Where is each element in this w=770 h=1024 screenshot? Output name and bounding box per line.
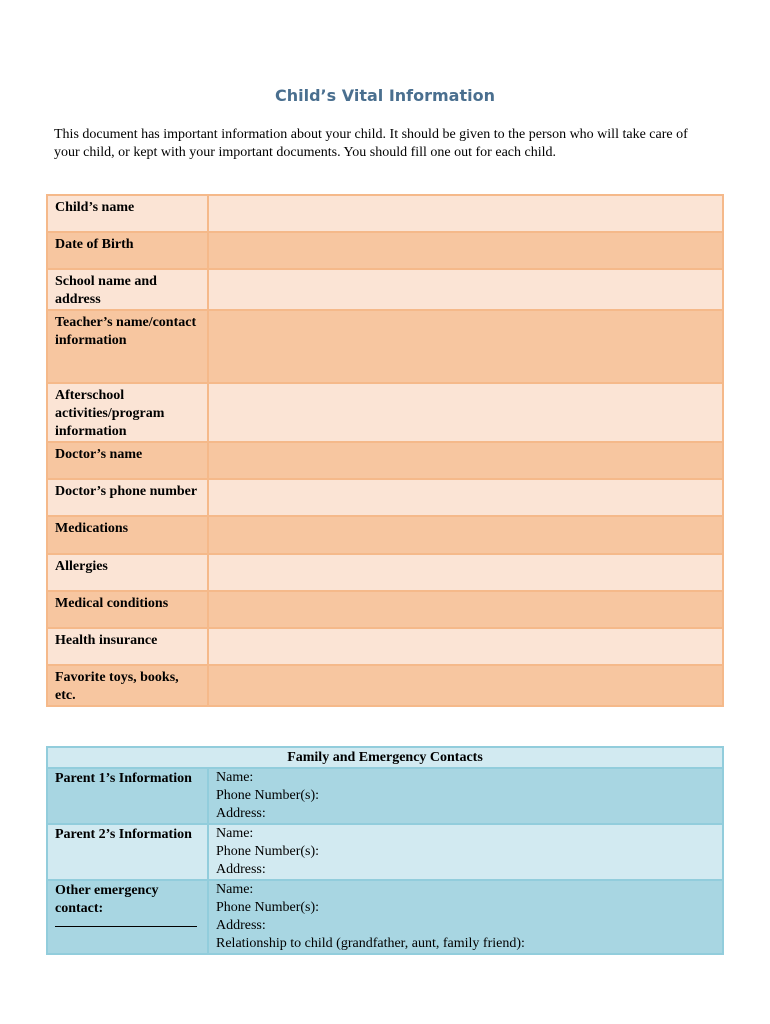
table-row	[47, 665, 723, 706]
emergency-contacts-table	[46, 746, 724, 955]
row-label: Afterschool activities/program information	[47, 383, 208, 442]
row-label: Medications	[47, 516, 208, 554]
row-label: Parent 1’s Information	[47, 768, 208, 824]
other-contact-label: Other emergency contact:	[55, 883, 159, 916]
value-cell[interactable]	[208, 310, 723, 383]
table-row	[47, 516, 723, 554]
table-row	[47, 628, 723, 665]
table-row	[47, 195, 723, 232]
name-field-label: Name:	[216, 826, 254, 841]
row-label: School name and address	[47, 269, 208, 310]
row-label	[47, 880, 208, 954]
value-cell[interactable]	[208, 591, 723, 628]
table-row	[47, 383, 723, 442]
value-cell[interactable]	[208, 516, 723, 554]
value-cell[interactable]	[208, 479, 723, 516]
row-label: Allergies	[47, 554, 208, 591]
contact-fields[interactable]	[208, 768, 723, 824]
intro-paragraph: This document has important information about your child. It should be given to the person who will take care of your child, or kept with your important documents. You should fill one out for each child.	[54, 127, 688, 160]
row-label: Date of Birth	[47, 232, 208, 269]
table-header-row	[47, 747, 723, 768]
value-cell[interactable]	[208, 665, 723, 706]
table-row	[47, 232, 723, 269]
contacts-header: Family and Emergency Contacts	[47, 747, 723, 768]
value-cell[interactable]	[208, 195, 723, 232]
name-field-label: Name:	[216, 770, 254, 785]
phone-field-label: Phone Number(s):	[216, 788, 320, 803]
table-row	[47, 591, 723, 628]
phone-field-label: Phone Number(s):	[216, 844, 320, 859]
value-cell[interactable]	[208, 442, 723, 479]
table-row	[47, 479, 723, 516]
row-label: Teacher’s name/contact information	[47, 310, 208, 383]
address-field-label: Address:	[216, 806, 266, 821]
table-row	[47, 442, 723, 479]
relationship-field-label: Relationship to child (grandfather, aunt, family friend):	[216, 936, 525, 951]
row-label: Medical conditions	[47, 591, 208, 628]
value-cell[interactable]	[208, 232, 723, 269]
row-label: Doctor’s phone number	[47, 479, 208, 516]
value-cell[interactable]	[208, 554, 723, 591]
address-field-label: Address:	[216, 862, 266, 877]
row-label: Health insurance	[47, 628, 208, 665]
address-field-label: Address:	[216, 918, 266, 933]
table-row	[47, 880, 723, 954]
table-row	[47, 269, 723, 310]
fill-in-blank-line[interactable]	[55, 918, 197, 927]
contact-fields[interactable]	[208, 824, 723, 880]
row-label: Parent 2’s Information	[47, 824, 208, 880]
table-row	[47, 768, 723, 824]
vital-info-table	[46, 194, 724, 707]
value-cell[interactable]	[208, 628, 723, 665]
row-label: Child’s name	[47, 195, 208, 232]
value-cell[interactable]	[208, 269, 723, 310]
phone-field-label: Phone Number(s):	[216, 900, 320, 915]
row-label: Favorite toys, books, etc.	[47, 665, 208, 706]
table-row	[47, 310, 723, 383]
name-field-label: Name:	[216, 882, 254, 897]
table-row	[47, 824, 723, 880]
document-title: Child’s Vital Information	[275, 86, 495, 105]
value-cell[interactable]	[208, 383, 723, 442]
table-row	[47, 554, 723, 591]
row-label: Doctor’s name	[47, 442, 208, 479]
contact-fields[interactable]	[208, 880, 723, 954]
